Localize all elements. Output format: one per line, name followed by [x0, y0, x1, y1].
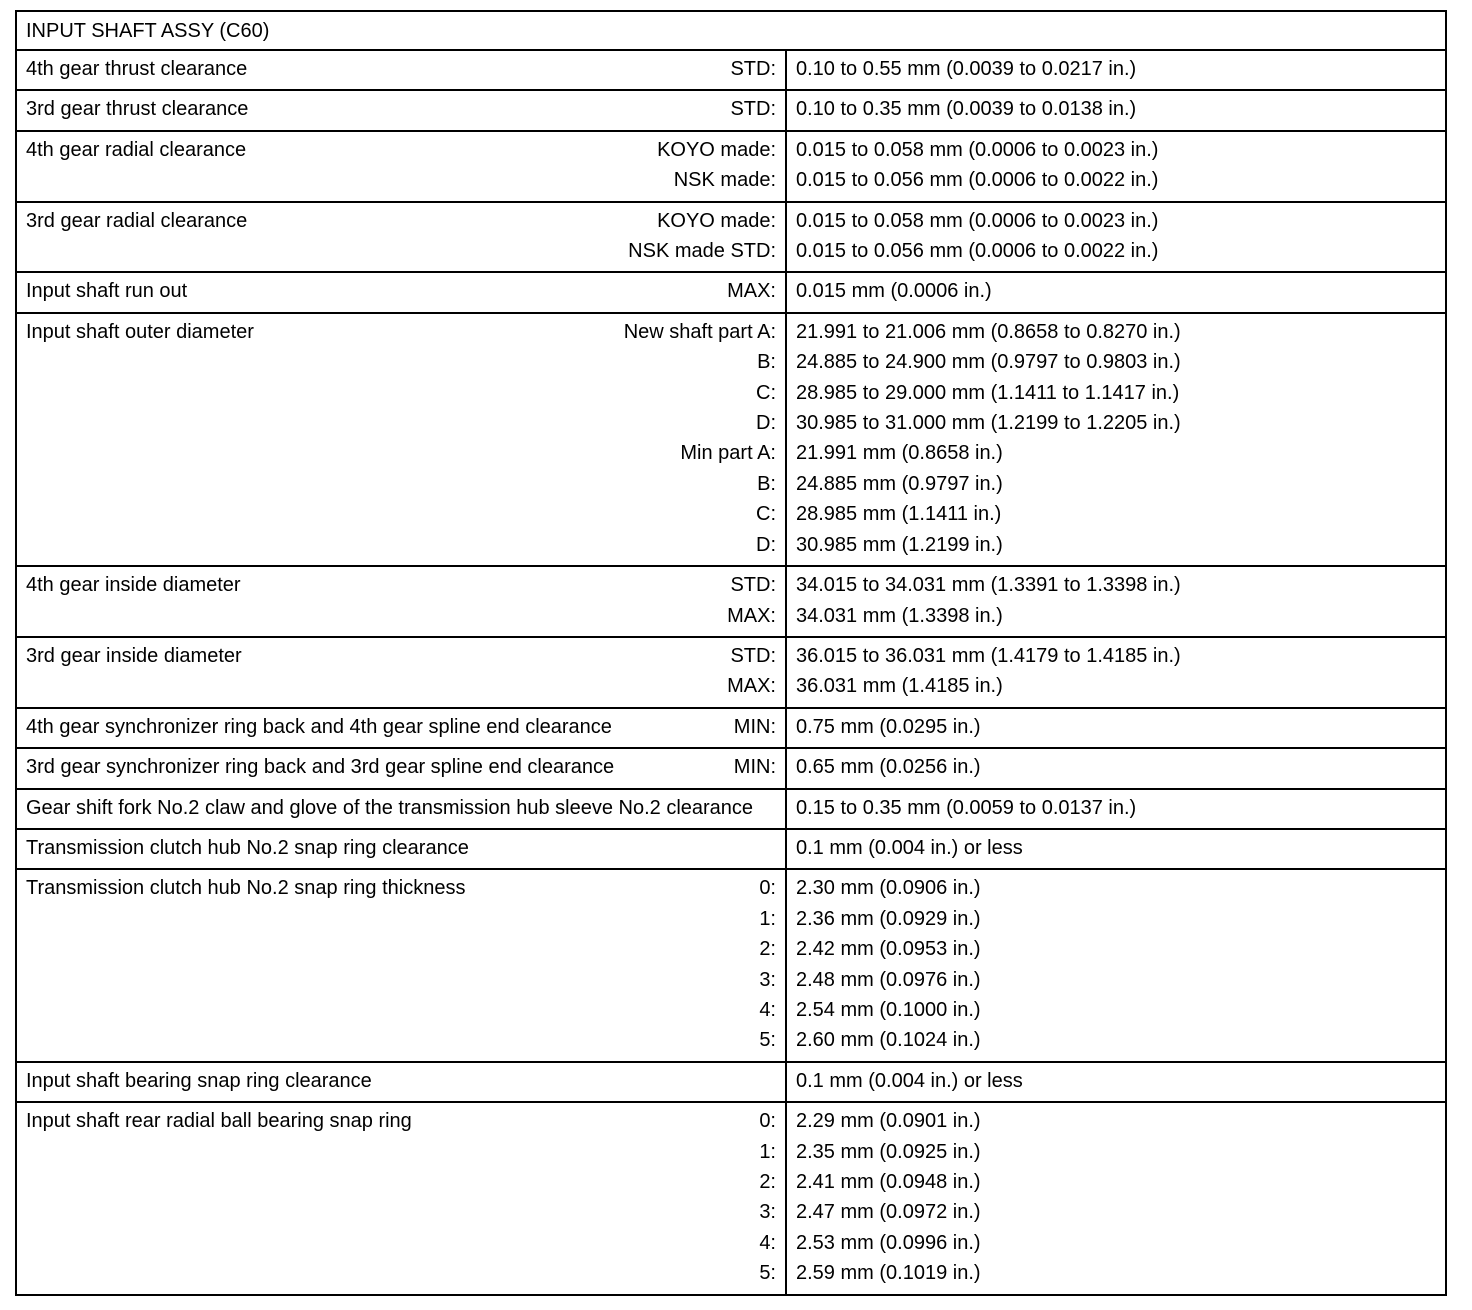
table-row [16, 131, 1446, 202]
spec-value: 2.60 mm (0.1024 in.) [796, 1029, 981, 1052]
table-title: INPUT SHAFT ASSY (C60) [16, 11, 1446, 50]
qualifier: STD: [730, 644, 776, 667]
spec-value: 28.985 to 29.000 mm (1.1411 to 1.1417 in.) [796, 381, 1180, 404]
title-row [16, 11, 1446, 50]
value-cell [786, 748, 1446, 788]
value-cell [786, 1062, 1446, 1102]
table-row [16, 90, 1446, 130]
item-cell [16, 131, 786, 202]
spec-value: 0.1 mm (0.004 in.) or less [796, 836, 1023, 859]
qualifier: KOYO made: [657, 138, 776, 161]
table-row [16, 829, 1446, 869]
spec-value: 2.29 mm (0.0901 in.) [796, 1110, 981, 1133]
item-name: Transmission clutch hub No.2 snap ring thickness [26, 877, 466, 900]
item-name: 3rd gear synchronizer ring back and 3rd gear spline end clearance [26, 756, 615, 779]
qualifier-list [759, 873, 776, 1055]
spec-value: 0.75 mm (0.0295 in.) [796, 715, 981, 738]
item-name: 4th gear inside diameter [26, 574, 241, 597]
spec-value: 34.031 mm (1.3398 in.) [796, 604, 1003, 627]
table-row [16, 272, 1446, 312]
spec-value: 21.991 to 21.006 mm (0.8658 to 0.8270 in.) [796, 320, 1181, 343]
qualifier-list [727, 570, 776, 631]
qualifier: 1: [759, 907, 776, 930]
qualifier: KOYO made: [657, 209, 776, 232]
spec-table [15, 10, 1447, 1296]
spec-value: 2.42 mm (0.0953 in.) [796, 938, 981, 961]
qualifier: MAX: [727, 604, 776, 627]
table-row [16, 202, 1446, 273]
table-row [16, 637, 1446, 708]
item-name: 4th gear thrust clearance [26, 58, 248, 80]
item-cell [16, 1102, 786, 1294]
qualifier-list [624, 317, 776, 560]
qualifier-list [628, 206, 776, 267]
value-cell [786, 50, 1446, 90]
spec-value: 0.15 to 0.35 mm (0.0059 to 0.0137 in.) [796, 796, 1137, 819]
value-cell [786, 789, 1446, 829]
value-cell [786, 566, 1446, 637]
item-cell [16, 202, 786, 273]
spec-value: 30.985 mm (1.2199 in.) [796, 533, 1003, 556]
item-name: Input shaft run out [26, 280, 188, 303]
qualifier: New shaft part A: [623, 320, 776, 343]
spec-value: 24.885 to 24.900 mm (0.9797 to 0.9803 in.) [796, 351, 1181, 374]
item-cell [16, 789, 786, 829]
qualifier: 4: [759, 998, 776, 1021]
item-name: Transmission clutch hub No.2 snap ring clearance [26, 836, 469, 859]
spec-value: 0.1 mm (0.004 in.) or less [796, 1069, 1023, 1092]
spec-value: 0.10 to 0.35 mm (0.0039 to 0.0138 in.) [796, 98, 1137, 121]
qualifier: STD: [730, 574, 776, 597]
item-cell [16, 566, 786, 637]
spec-value: 34.015 to 34.031 mm (1.3391 to 1.3398 in.) [796, 574, 1181, 597]
spec-value: 2.36 mm (0.0929 in.) [796, 907, 981, 930]
item-cell [16, 50, 786, 90]
spec-value: 30.985 to 31.000 mm (1.2199 to 1.2205 in.) [796, 412, 1181, 435]
spec-value: 28.985 mm (1.1411 in.) [796, 503, 1002, 526]
spec-value: 0.015 mm (0.0006 in.) [796, 280, 992, 303]
spec-value: 2.47 mm (0.0972 in.) [796, 1201, 981, 1224]
qualifier: 2: [759, 938, 776, 961]
item-name: 4th gear radial clearance [26, 138, 247, 161]
qualifier: NSK made STD: [628, 240, 776, 263]
item-cell [16, 637, 786, 708]
value-cell [786, 272, 1446, 312]
qualifier-list [657, 135, 776, 196]
qualifier: C: [756, 503, 776, 526]
value-cell [786, 1102, 1446, 1294]
qualifier: MAX: [727, 675, 776, 698]
qualifier: B: [757, 351, 776, 374]
value-cell [786, 90, 1446, 130]
spec-value: 21.991 mm (0.8658 in.) [796, 442, 1003, 465]
spec-value: 0.015 to 0.056 mm (0.0006 to 0.0022 in.) [796, 240, 1159, 263]
spec-value: 2.54 mm (0.1000 in.) [796, 998, 981, 1021]
spec-value: 2.53 mm (0.0996 in.) [796, 1231, 981, 1254]
spec-value: 2.30 mm (0.0906 in.) [796, 877, 981, 900]
table-row [16, 566, 1446, 637]
qualifier: STD: [730, 58, 776, 80]
qualifier: 2: [759, 1171, 776, 1193]
spec-value: 24.885 mm (0.9797 in.) [796, 472, 1003, 495]
value-cell [786, 637, 1446, 708]
value-cell [786, 131, 1446, 202]
qualifier: D: [756, 412, 776, 435]
qualifier: B: [757, 472, 776, 495]
item-name: Input shaft rear radial ball bearing snap ring [26, 1110, 412, 1133]
table-row [16, 1102, 1446, 1294]
table-row [16, 1062, 1446, 1102]
qualifier: C: [756, 381, 776, 404]
spec-value: 2.41 mm (0.0948 in.) [796, 1171, 981, 1193]
spec-value: 2.59 mm (0.1019 in.) [796, 1262, 981, 1285]
qualifier-list [730, 94, 776, 124]
table-row [16, 789, 1446, 829]
item-name: 3rd gear inside diameter [26, 644, 242, 667]
item-name: 3rd gear radial clearance [26, 209, 248, 232]
qualifier: D: [756, 533, 776, 556]
item-cell [16, 829, 786, 869]
qualifier: 0: [759, 1110, 776, 1133]
qualifier: MAX: [727, 280, 776, 303]
item-name: Gear shift fork No.2 claw and glove of the transmission hub sleeve No.2 clearance [26, 796, 754, 819]
item-name: 4th gear synchronizer ring back and 4th gear spline end clearance [26, 715, 612, 738]
table-row [16, 50, 1446, 90]
item-cell [16, 869, 786, 1061]
spec-value: 2.35 mm (0.0925 in.) [796, 1140, 981, 1163]
item-cell [16, 748, 786, 788]
value-cell [786, 829, 1446, 869]
qualifier: 4: [759, 1231, 776, 1254]
qualifier-list [734, 752, 776, 782]
value-cell [786, 708, 1446, 748]
spec-value: 0.015 to 0.058 mm (0.0006 to 0.0023 in.) [796, 209, 1159, 232]
table-row [16, 748, 1446, 788]
qualifier-list [727, 641, 776, 702]
spec-value: 0.015 to 0.058 mm (0.0006 to 0.0023 in.) [796, 138, 1159, 161]
qualifier: NSK made: [673, 169, 776, 192]
value-cell [786, 313, 1446, 566]
qualifier: STD: [730, 98, 776, 121]
spec-value: 0.10 to 0.55 mm (0.0039 to 0.0217 in.) [796, 58, 1137, 80]
qualifier-list [759, 1106, 776, 1288]
item-cell [16, 90, 786, 130]
table-row [16, 708, 1446, 748]
item-cell [16, 708, 786, 748]
qualifier: 0: [759, 877, 776, 900]
spec-value: 0.015 to 0.056 mm (0.0006 to 0.0022 in.) [796, 169, 1159, 192]
item-name: Input shaft outer diameter [26, 320, 254, 343]
qualifier: MIN: [733, 715, 776, 738]
qualifier: 1: [759, 1140, 776, 1163]
qualifier: 5: [759, 1029, 776, 1052]
item-cell [16, 1062, 786, 1102]
spec-value: 36.031 mm (1.4185 in.) [796, 675, 1003, 698]
item-name: Input shaft bearing snap ring clearance [26, 1069, 372, 1092]
qualifier: MIN: [733, 756, 776, 779]
qualifier: 3: [759, 968, 776, 991]
qualifier: Min part A: [680, 442, 776, 465]
qualifier: 3: [759, 1201, 776, 1224]
spec-value: 36.015 to 36.031 mm (1.4179 to 1.4185 in.) [796, 644, 1181, 667]
qualifier: 5: [759, 1262, 776, 1285]
table-row [16, 869, 1446, 1061]
value-cell [786, 869, 1446, 1061]
table-row [16, 313, 1446, 566]
item-cell [16, 313, 786, 566]
spec-value: 2.48 mm (0.0976 in.) [796, 968, 981, 991]
qualifier-list [734, 712, 776, 742]
item-name: 3rd gear thrust clearance [26, 98, 249, 121]
item-cell [16, 272, 786, 312]
value-cell [786, 202, 1446, 273]
qualifier-list [730, 54, 776, 84]
spec-value: 0.65 mm (0.0256 in.) [796, 756, 981, 779]
qualifier-list [727, 276, 776, 306]
